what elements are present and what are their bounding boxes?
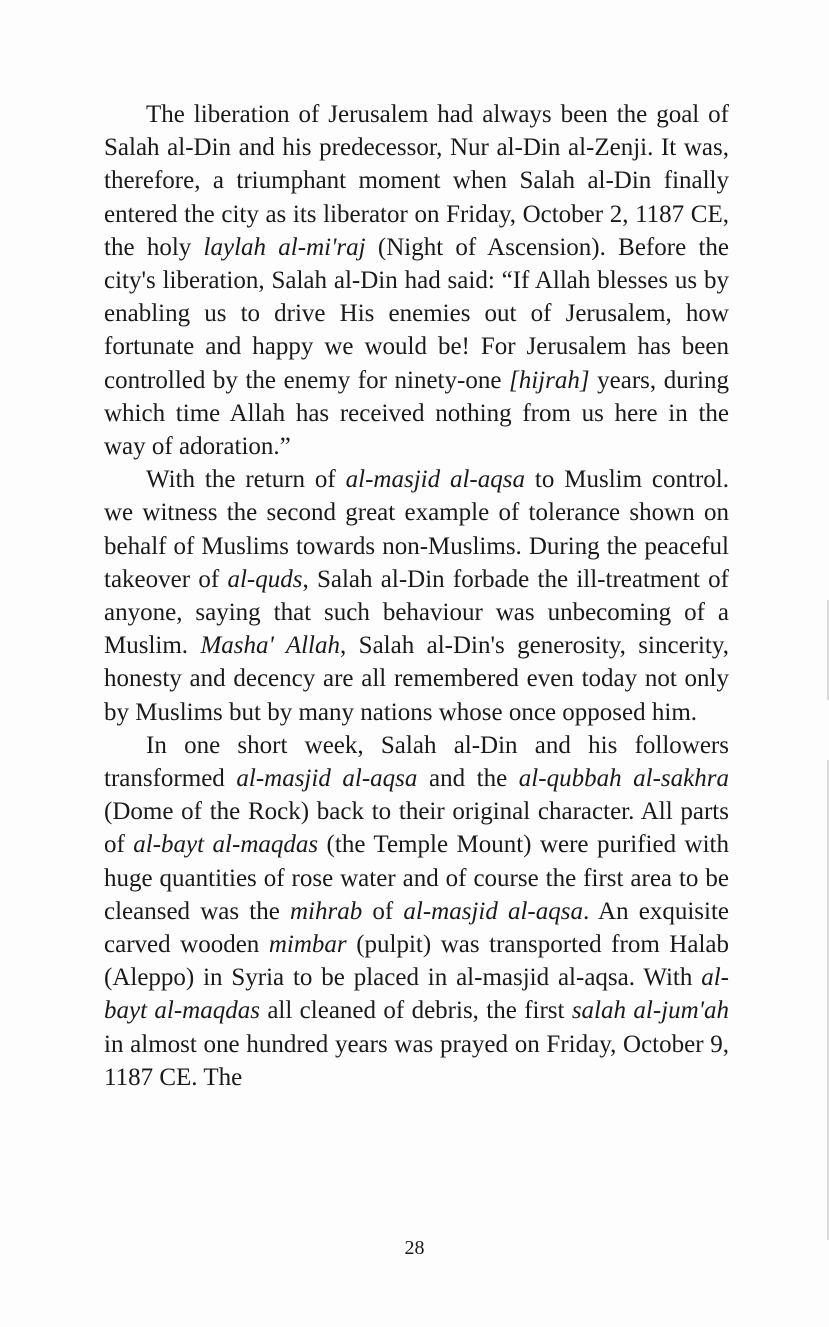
text-run: all cleaned of debris, the first xyxy=(259,997,572,1025)
italic-term: al-masjid al-aqsa xyxy=(345,466,525,494)
text-run: , Salah al-Din's generosity, sincerity, honesty and decency are all remembered even today not only by Muslims but by many nations whose once opposed him. xyxy=(104,632,730,726)
paragraph-liberation xyxy=(104,98,729,463)
italic-term: [hijrah] xyxy=(508,366,590,394)
page-number: 28 xyxy=(404,1237,425,1259)
text-run: (Dome of the Rock) back to their original character. All parts of xyxy=(104,798,729,859)
italic-term: al-bayt al-maqdas xyxy=(133,831,319,859)
body-text xyxy=(104,98,729,1094)
text-run: (pulpit) was transported from Halab (Aleppo) in Syria to be placed in al-masjid al-aqsa. With xyxy=(104,931,729,992)
text-run: With the return of xyxy=(146,466,346,494)
text-run: , Salah al-Din forbade the ill-treatment of anyone, saying that such behaviour was unbecoming of a Muslim. xyxy=(104,565,729,660)
italic-term: al-qubbah al-sakhra xyxy=(518,765,729,793)
text-run: In one short week, Salah al-Din and his followers transformed xyxy=(104,731,729,793)
italic-term: al-quds xyxy=(227,565,303,593)
italic-term: mimbar xyxy=(268,931,347,959)
text-run: in almost one hundred years was prayed on Friday, October 9, 1187 CE. The xyxy=(104,1030,729,1091)
text-run: . An exquisite carved wooden xyxy=(104,897,730,959)
text-run: and the xyxy=(417,765,519,793)
italic-term: mihrab xyxy=(289,897,363,925)
italic-term: al-masjid al-aqsa xyxy=(403,897,583,925)
italic-term: Masha' Allah xyxy=(200,632,340,660)
text-run: (the Temple Mount) were purified with huge quantities of rose water and of course the first area to be cleansed was the xyxy=(104,831,729,925)
text-run: (Night of Ascension). Before the city's liberation, Salah al-Din had said: “If Allah blesses us by enabling us to drive His enemies out of Jerusalem, how fortunate and happy we would be! For Jerusalem has been controlled by the enemy for ninety-one xyxy=(104,233,729,394)
italic-term: al-bayt al-maqdas xyxy=(104,964,729,1025)
text-run: to Muslim control. we witness the second great example of tolerance shown on behalf of Muslims towards non-Muslims. During the peaceful takeover of xyxy=(104,466,729,593)
text-run: The liberation of Jerusalem had always been the goal of Salah al-Din and his predecessor, Nur al-Din al-Zenji. It was, therefore, a triumphant moment when Salah al-Din finally entered the city as its liberator on Friday, October 2, 1187 CE, the holy xyxy=(104,101,729,261)
italic-term: al-masjid al-aqsa xyxy=(236,765,418,793)
paragraph-tolerance xyxy=(104,463,729,729)
italic-term: laylah al-mi'raj xyxy=(203,233,366,261)
paragraph-transformation xyxy=(104,729,729,1094)
text-run: years, during which time Allah has received nothing from us here in the way of adoration.” xyxy=(104,366,729,461)
text-run: of xyxy=(362,897,404,925)
italic-term: salah al-jum'ah xyxy=(571,997,729,1025)
